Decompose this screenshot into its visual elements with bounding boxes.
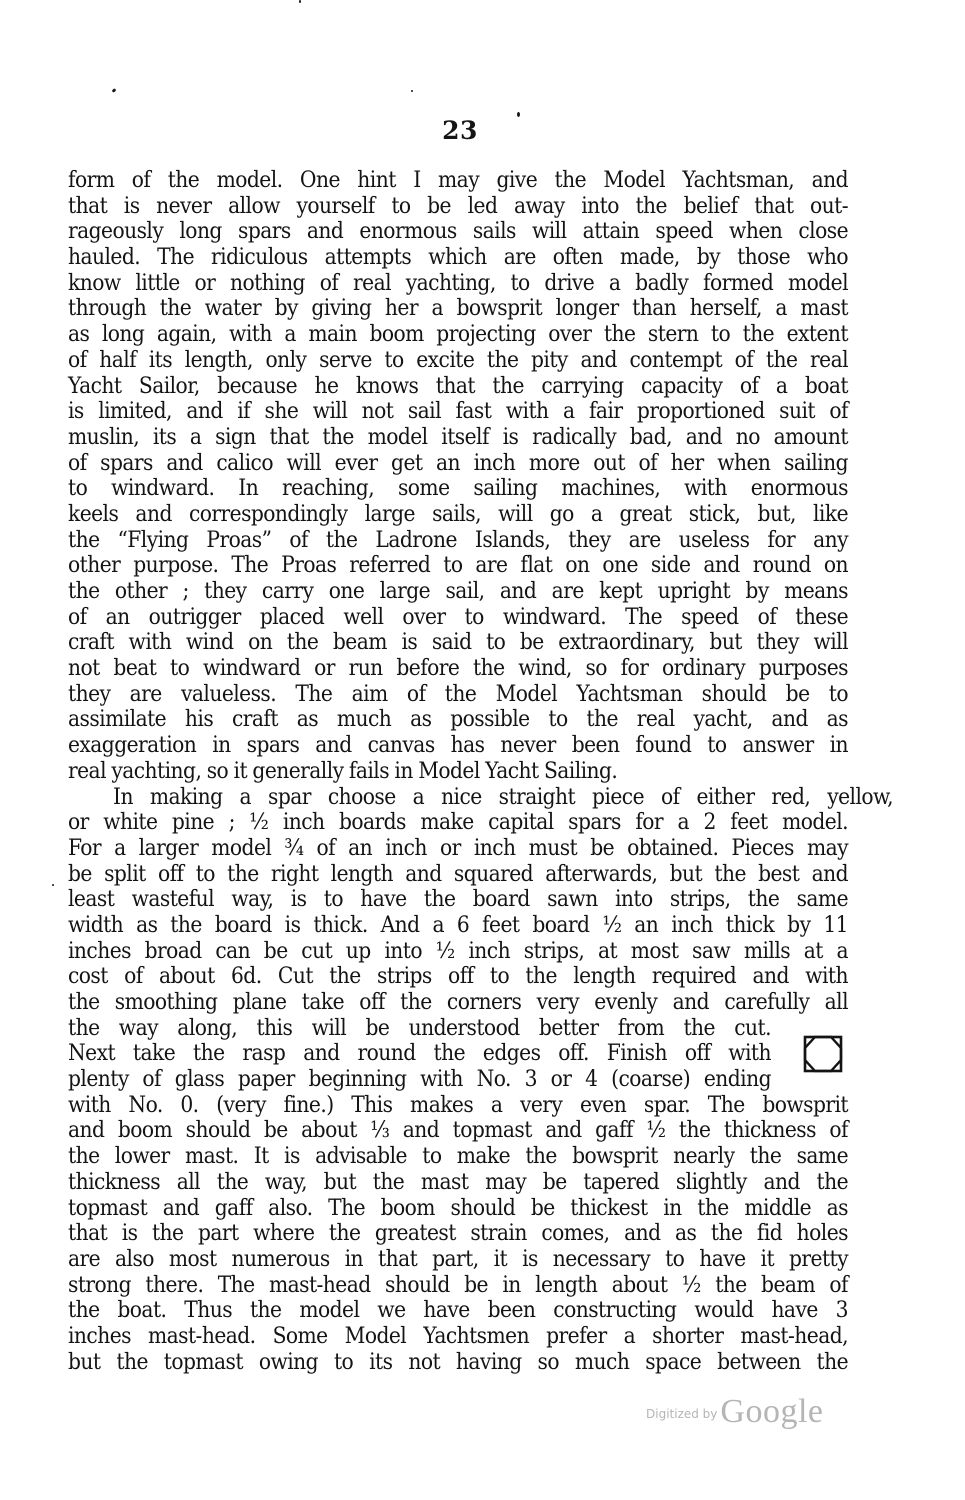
text-line: hauled. The ridiculous attempts which are often made, by those who	[68, 244, 848, 271]
text-line: plenty of glass paper beginning with No. 3 or 4 (coarse) ending	[68, 1066, 771, 1093]
scan-speck	[411, 90, 413, 92]
scan-speck	[112, 88, 117, 93]
text-line: cost of about 6d. Cut the strips off to the length required and with	[68, 963, 848, 990]
text-line: rageously long spars and enormous sails will attain speed when close	[68, 218, 848, 245]
text-line: is limited, and if she will not sail fast with a fair proportioned suit of	[68, 398, 848, 425]
text-line: through the water by giving her a bowsprit longer than herself, a mast	[68, 295, 848, 322]
text-line: topmast and gaff also. The boom should be thickest in the middle as	[68, 1194, 848, 1221]
text-line: For a larger model ¾ of an inch or inch must be obtained. Pieces may	[68, 834, 848, 861]
text-line: keels and correspondingly large sails, will go a great stick, but, like	[68, 500, 848, 527]
watermark-brand: Google	[720, 1393, 824, 1430]
text-line: inches broad can be cut up into ½ inch strips, at most saw mills at a	[68, 937, 848, 964]
page-number: 23	[442, 116, 478, 145]
text-line: assimilate his craft as much as possible to the real yacht, and as	[68, 706, 848, 733]
text-line: muslin, its a sign that the model itself is radically bad, and no amount	[68, 423, 848, 450]
text-line: the lower mast. It is advisable to make the bowsprit nearly the same	[68, 1143, 848, 1170]
text-line: be split off to the right length and squared afterwards, but the best and	[68, 860, 848, 887]
text-line: width as the board is thick. And a 6 feet board ½ an inch thick by 11	[68, 911, 848, 938]
text-line: that is never allow yourself to be led away into the belief that out-	[68, 192, 848, 219]
text-line: the boat. Thus the model we have been constructing would have 3	[68, 1297, 848, 1324]
text-line: they are valueless. The aim of the Model Yachtsman should be to	[68, 680, 848, 707]
text-line: inches mast-head. Some Model Yachtsmen prefer a shorter mast-head,	[68, 1322, 848, 1349]
text-line: not beat to windward or run before the wind, so for ordinary purposes	[68, 655, 848, 682]
body-text	[68, 167, 893, 1375]
text-line: form of the model. One hint I may give the Model Yachtsman, and	[68, 167, 848, 193]
text-line: as long again, with a main boom projecting over the stern to the extent	[68, 321, 848, 348]
text-line: craft with wind on the beam is said to be extraordinary, but they will	[68, 629, 848, 656]
text-line: real yachting, so it generally fails in Model Yacht Sailing.	[68, 757, 618, 784]
text-line: with No. 0. (very fine.) This makes a very even spar. The bowsprit	[68, 1091, 848, 1118]
text-line: the smoothing plane take off the corners very evenly and carefully all	[68, 989, 848, 1015]
text-line: are also most numerous in that part, it is necessary to have it pretty	[68, 1245, 848, 1272]
scan-speck	[299, 0, 301, 3]
text-line: to windward. In reaching, some sailing machines, with enormous	[68, 475, 848, 502]
text-line: Next take the rasp and round the edges off. Finish off with	[68, 1040, 771, 1067]
spar-cross-section-icon	[803, 1035, 843, 1073]
text-line: exaggeration in spars and canvas has never been found to answer in	[68, 732, 848, 759]
text-line: least wasteful way, is to have the board sawn into strips, the same	[68, 886, 848, 913]
text-line: of an outrigger placed well over to windward. The speed of these	[68, 603, 848, 630]
digitized-by-google-watermark	[646, 1393, 824, 1431]
text-line: the other ; they carry one large sail, and are kept upright by means	[68, 578, 848, 604]
text-line: that is the part where the greatest strain comes, and as the fid holes	[68, 1220, 848, 1247]
text-line: the way along, this will be understood better from the cut.	[68, 1014, 771, 1041]
text-line: thickness all the way, but the mast may be tapered slightly and the	[68, 1168, 848, 1195]
watermark-prefix: Digitized by	[646, 1407, 718, 1421]
text-line: or white pine ; ½ inch boards make capital spars for a 2 feet model.	[68, 809, 848, 836]
text-line: In making a spar choose a nice straight piece of either red, yellow,	[113, 783, 893, 810]
text-line: of half its length, only serve to excite the pity and contempt of the real	[68, 346, 848, 373]
text-line: the “Flying Proas” of the Ladrone Islands, they are useless for any	[68, 526, 848, 553]
text-line: strong there. The mast-head should be in length about ½ the beam of	[68, 1271, 848, 1298]
text-line: Yacht Sailor, because he knows that the carrying capacity of a boat	[68, 372, 848, 399]
paragraph	[68, 783, 893, 1376]
text-line: know little or nothing of real yachting, to drive a badly formed model	[68, 269, 848, 296]
text-line: other purpose. The Proas referred to are flat on one side and round on	[68, 552, 848, 579]
text-line: of spars and calico will ever get an inch more out of her when sailing	[68, 449, 848, 476]
scan-speck	[52, 884, 54, 886]
text-line: but the topmast owing to its not having so much space between the	[68, 1348, 848, 1375]
paragraph	[68, 168, 848, 785]
text-line: and boom should be about ⅓ and topmast and gaff ½ the thickness of	[68, 1117, 848, 1144]
